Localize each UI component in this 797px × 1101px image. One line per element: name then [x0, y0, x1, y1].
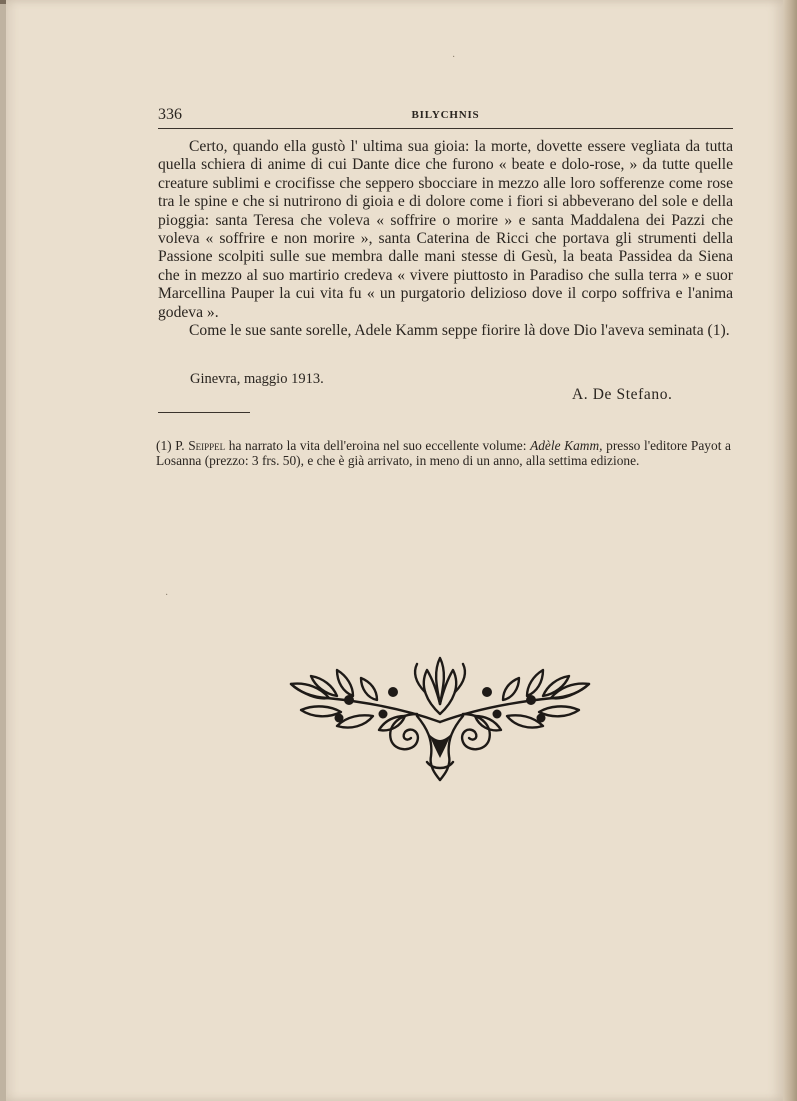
article-body — [158, 138, 733, 340]
footnote-rule — [158, 412, 250, 413]
page-number: 336 — [158, 106, 182, 123]
body-paragraph: Come le sue sante sorelle, Adele Kamm seppe fiorire là dove Dio l'aveva seminata (1). — [189, 322, 730, 340]
running-title: BILYCHNIS — [411, 109, 480, 121]
footnote — [156, 438, 731, 468]
page-header — [158, 106, 733, 129]
floral-ornament-icon — [287, 652, 593, 789]
footnote-marker: (1) P. — [156, 438, 185, 453]
place-date: Ginevra, maggio 1913. — [190, 371, 324, 387]
paper-speck: · — [165, 590, 169, 601]
book-right-edge — [783, 0, 797, 1101]
footnote-book-title: Adèle Kamm, — [530, 438, 603, 453]
footnote-text: presso l'editore Payot a Losanna (prezzo: 3 frs. 50), e che è già arrivato, in meno di un anno, alla settima edizione. — [156, 438, 731, 468]
author-signature: A. De Stefano. — [572, 386, 673, 403]
footnote-author: Seippel — [188, 438, 226, 453]
footnote-text: ha narrato la vita dell'eroina nel suo eccellente volume: — [225, 438, 531, 453]
body-paragraph: Certo, quando ella gustò l' ultima sua gioia: la morte, dovette essere vegliata da tutta quella schiera di anime di cui Dante dice che furono « beate e dolo-rose, » da tutte quelle creature sublimi e crocifisse che seppero sbocciare in mezzo alle loro sofferenze come rose tra le spine e che si nutrirono di gioia e di dolore come i fiori si abbeverano del sole e della pioggia: santa Teresa che voleva « soffrire o morire » e santa Maddalena dei Pazzi che voleva « soffrire e non morire », santa Caterina de Ricci che portava gli strumenti della Passione scolpiti sulle sue membra dalle mani stesse di Gesù, la beata Passidea da Siena che in mezzo al suo martirio credeva « vivere piuttosto in Paradiso che sulla terra » e suor Marcellina Pauper la cui vita fu « un purgatorio delizioso dove il corpo soffriva e l'anima godeva ». — [158, 138, 733, 321]
paper-speck: · — [452, 52, 456, 63]
